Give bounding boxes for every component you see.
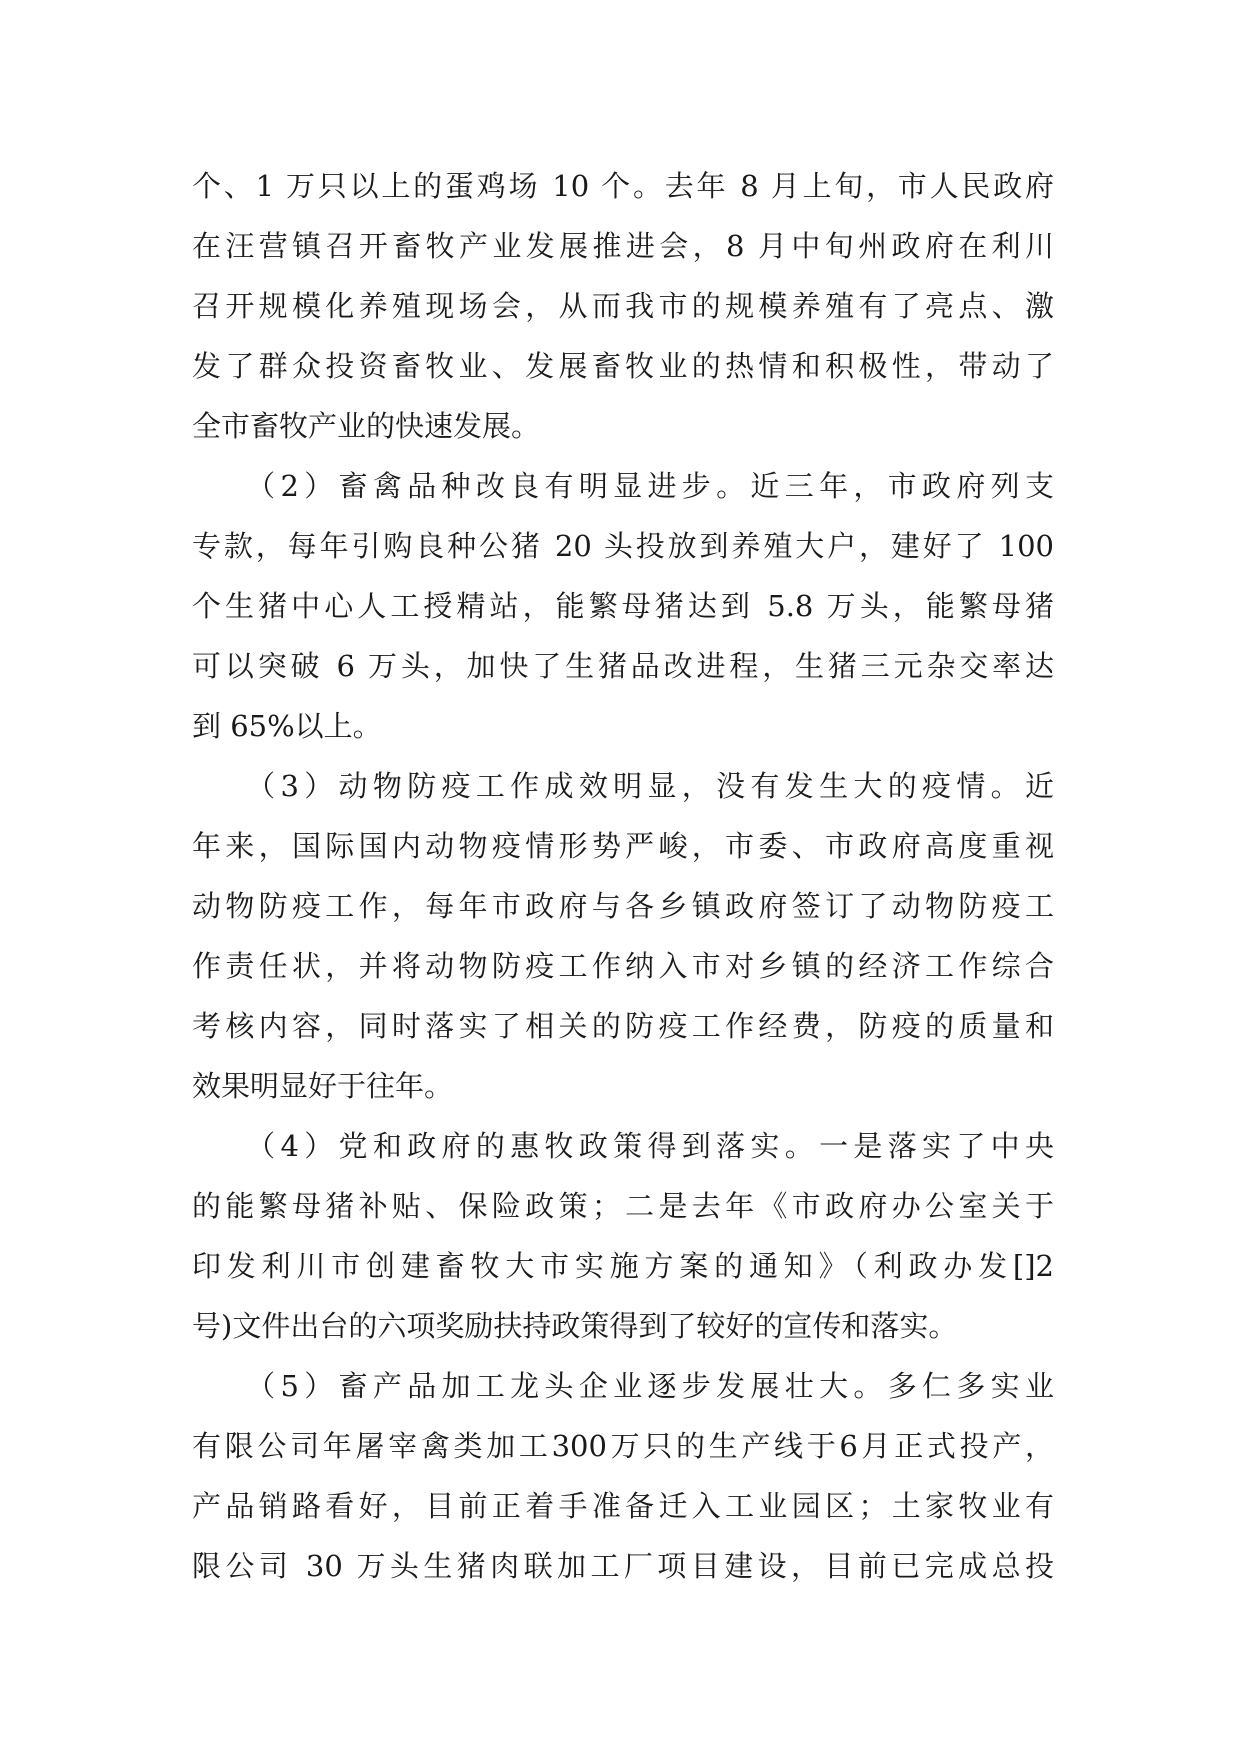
text-line: 考核内容，同时落实了相关的防疫工作经费，防疫的质量和 (192, 1009, 1054, 1043)
paragraph-5 (192, 1356, 1054, 1596)
text-line: 的能繁母猪补贴、保险政策；二是去年《市政府办公室关于 (192, 1189, 1054, 1223)
text-line: 产品销路看好，目前正着手准备迁入工业园区；土家牧业有 (192, 1489, 1054, 1523)
text-line: 有限公司年屠宰禽类加工300万只的生产线于6月正式投产， (192, 1429, 1054, 1463)
text-line: 限公司 30 万头生猪肉联加工厂项目建设，目前已完成总投 (192, 1549, 1054, 1583)
text-line: 个、1 万只以上的蛋鸡场 10 个。去年 8 月上旬，市人民政府 (192, 169, 1054, 203)
text-line: （3）动物防疫工作成效明显，没有发生大的疫情。近 (192, 769, 1054, 803)
text-line: 在汪营镇召开畜牧产业发展推进会，8 月中旬州政府在利川 (192, 229, 1054, 263)
text-line: 个生猪中心人工授精站，能繁母猪达到 5.8 万头，能繁母猪 (192, 589, 1054, 623)
text-line: 到 65%以上。 (192, 709, 382, 743)
text-line: （4）党和政府的惠牧政策得到落实。一是落实了中央 (192, 1129, 1054, 1163)
text-line: （2）畜禽品种改良有明显进步。近三年，市政府列支 (192, 469, 1054, 503)
text-line: 全市畜牧产业的快速发展。 (192, 409, 541, 443)
text-line: 作责任状，并将动物防疫工作纳入市对乡镇的经济工作综合 (192, 949, 1054, 983)
text-line: 召开规模化养殖现场会，从而我市的规模养殖有了亮点、激 (192, 289, 1054, 323)
paragraph-2 (192, 456, 1054, 756)
text-line: （5）畜产品加工龙头企业逐步发展壮大。多仁多实业 (192, 1369, 1054, 1403)
paragraph-4 (192, 1116, 1054, 1356)
text-line: 发了群众投资畜牧业、发展畜牧业的热情和积极性，带动了 (192, 349, 1054, 383)
text-line: 年来，国际国内动物疫情形势严峻，市委、市政府高度重视 (192, 829, 1054, 863)
document-body (192, 156, 1054, 1596)
text-line: 可以突破 6 万头，加快了生猪品改进程，生猪三元杂交率达 (192, 649, 1054, 683)
text-line: 效果明显好于往年。 (192, 1069, 454, 1103)
text-line: 印发利川市创建畜牧大市实施方案的通知》（利政办发[]2 (192, 1249, 1054, 1283)
paragraph-1 (192, 156, 1054, 456)
text-line: 动物防疫工作，每年市政府与各乡镇政府签订了动物防疫工 (192, 889, 1054, 923)
text-line: 号)文件出台的六项奖励扶持政策得到了较好的宣传和落实。 (192, 1309, 958, 1343)
text-line: 专款，每年引购良种公猪 20 头投放到养殖大户，建好了 100 (192, 529, 1054, 563)
paragraph-3 (192, 756, 1054, 1116)
